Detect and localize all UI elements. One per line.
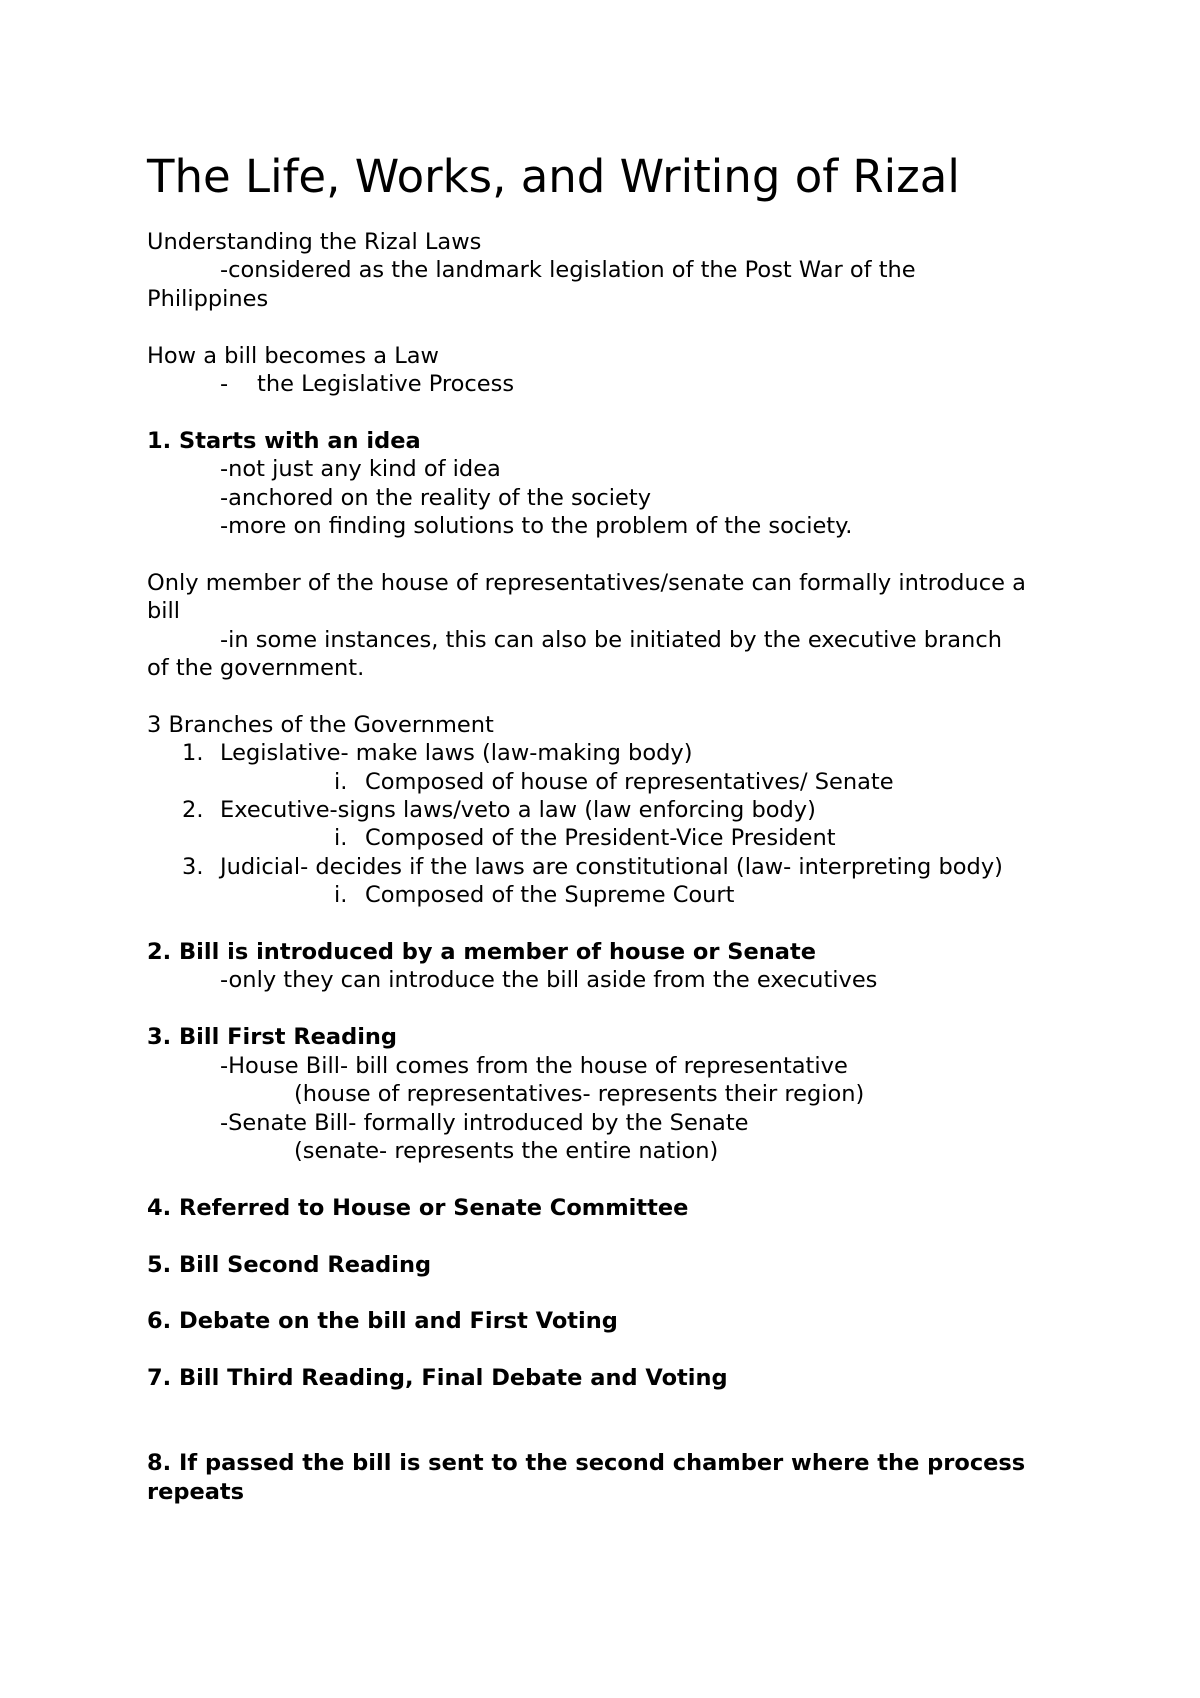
branch-subitem-text: Composed of house of representatives/ Senate: [365, 768, 894, 795]
branch-subitem-text: Composed of the Supreme Court: [365, 882, 735, 909]
members-note: -in some instances, this can also be initiated by the executive branch of the government.: [147, 626, 1002, 682]
rizal-laws-description: -considered as the landmark legislation of the Post War of the Philippines: [147, 257, 916, 312]
house-bill-note: (house of representatives- represents their region): [294, 1081, 865, 1108]
step6-heading: 6. Debate on the bill and First Voting: [147, 1308, 618, 1335]
list-number: 3.: [182, 853, 204, 880]
roman-numeral: i.: [334, 768, 348, 795]
bill-law-list-item: [147, 370, 1027, 398]
list-number: 1.: [182, 740, 204, 767]
branch-item-judicial: [147, 853, 1027, 881]
rizal-laws-heading: Understanding the Rizal Laws: [147, 229, 482, 255]
document-title: The Life, Works, and Writing of Rizal: [147, 150, 960, 203]
document-body: [147, 148, 1027, 1506]
branch-subitem: [147, 768, 1027, 796]
bill-law-item-text: the Legislative Process: [257, 371, 515, 398]
step1-point: -not just any kind of idea: [220, 456, 501, 483]
list-number: 2.: [182, 797, 204, 824]
step1-point: -anchored on the reality of the society: [220, 484, 652, 511]
house-bill-line: -House Bill- bill comes from the house of representative: [220, 1052, 848, 1079]
step3-heading: 3. Bill First Reading: [147, 1024, 398, 1051]
branch-subitem: [147, 881, 1027, 909]
roman-numeral: i.: [334, 825, 348, 852]
members-statement: Only member of the house of representatives/senate can formally introduce a bill: [147, 569, 1026, 625]
branch-text: Judicial- decides if the laws are constitutional (law- interpreting body): [220, 853, 1003, 880]
step5-heading: 5. Bill Second Reading: [147, 1251, 432, 1278]
roman-numeral: i.: [334, 882, 348, 909]
step1-point: -more on finding solutions to the problem of the society.: [220, 513, 853, 540]
step1-heading: 1. Starts with an idea: [147, 427, 421, 454]
senate-bill-note: (senate- represents the entire nation): [294, 1137, 719, 1164]
branch-subitem: [147, 824, 1027, 852]
branch-text: Legislative- make laws (law-making body): [220, 740, 693, 767]
step8-heading: 8. If passed the bill is sent to the second chamber where the process repeats: [147, 1450, 1026, 1505]
bill-law-heading: How a bill becomes a Law: [147, 342, 439, 369]
step2-point: -only they can introduce the bill aside from the executives: [220, 967, 878, 994]
step2-heading: 2. Bill is introduced by a member of house or Senate: [147, 939, 816, 966]
senate-bill-line: -Senate Bill- formally introduced by the Senate: [220, 1109, 749, 1136]
branch-item-executive: [147, 796, 1027, 824]
branch-item-legislative: [147, 739, 1027, 767]
branch-text: Executive-signs laws/veto a law (law enforcing body): [220, 797, 816, 824]
step4-heading: 4. Referred to House or Senate Committee: [147, 1194, 689, 1221]
branches-heading: 3 Branches of the Government: [147, 711, 494, 738]
step7-heading: 7. Bill Third Reading, Final Debate and Voting: [147, 1365, 728, 1392]
bullet-dash: -: [220, 371, 229, 398]
branch-subitem-text: Composed of the President-Vice President: [365, 825, 836, 852]
